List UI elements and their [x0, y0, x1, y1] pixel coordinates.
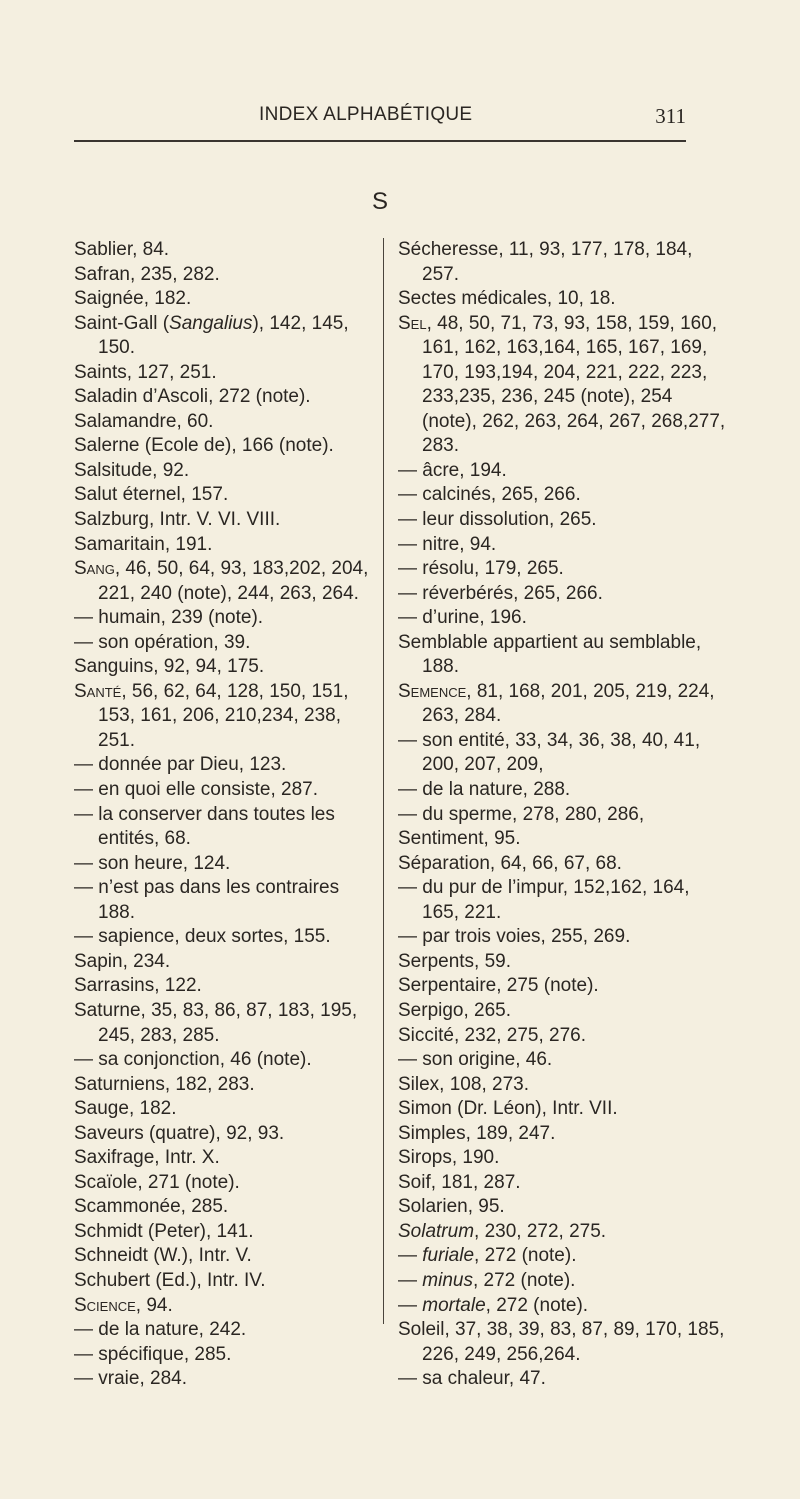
index-entry — [74, 655, 370, 680]
entry-text: — son opération, 39. — [74, 631, 251, 653]
entry-text: Serpents, 59. — [398, 950, 512, 972]
entry-text: — son entité, 33, 34, 36, 38, 40, 41, 200, 207, 209, — [398, 729, 701, 776]
page-number: 311 — [655, 104, 686, 128]
index-entry — [398, 876, 726, 925]
index-entry — [398, 950, 726, 975]
entry-text: Sang — [74, 558, 115, 580]
index-column-right — [398, 238, 726, 1392]
index-entry — [398, 533, 726, 558]
entry-text: Saignée, 182. — [74, 288, 192, 310]
index-entry — [74, 1244, 370, 1269]
index-entry — [74, 312, 370, 361]
index-entry — [74, 753, 370, 778]
entry-text: Salerne (Ecole de), 166 (note). — [74, 435, 334, 457]
index-entry — [74, 974, 370, 999]
entry-text: Soif, 181, 287. — [398, 1171, 521, 1193]
index-entry — [74, 606, 370, 631]
index-entry — [398, 1318, 726, 1367]
index-entry — [74, 1073, 370, 1098]
index-entry — [74, 925, 370, 950]
entry-text: , 94. — [135, 1294, 173, 1316]
entry-text: — calcinés, 265, 266. — [398, 484, 581, 506]
page-header — [74, 104, 686, 144]
entry-text: Serpentaire, 275 (note). — [398, 975, 599, 997]
entry-text: — — [398, 1245, 423, 1267]
entry-text: — — [398, 1269, 423, 1291]
index-entry — [74, 287, 370, 312]
entry-text: , 81, 168, 201, 205, 219, 224, 263, 284. — [422, 680, 715, 727]
index-entry — [398, 729, 726, 778]
entry-text: , 46, 50, 64, 93, 183,202, 204, 221, 240 (note), 244, 263, 264. — [98, 558, 369, 604]
index-column-left — [74, 238, 370, 1392]
entry-text: — de la nature, 288. — [398, 779, 571, 801]
entry-text: Sanguins, 92, 94, 175. — [74, 656, 265, 678]
index-entry — [398, 778, 726, 803]
index-entry — [74, 238, 370, 263]
entry-text: — son origine, 46. — [398, 1049, 553, 1071]
entry-text: Silex, 108, 273. — [398, 1073, 529, 1095]
entry-text: , 272 (note). — [485, 1294, 589, 1316]
index-entry — [398, 483, 726, 508]
entry-text: — son heure, 124. — [74, 852, 231, 874]
index-entry — [74, 852, 370, 877]
index-entry — [74, 533, 370, 558]
entry-text: Siccité, 232, 275, 276. — [398, 1024, 587, 1046]
section-letter: S — [371, 188, 388, 215]
index-entry — [398, 1122, 726, 1147]
entry-text: — la conserver dans toutes les entités, 68. — [74, 803, 335, 850]
entry-text: — résolu, 179, 265. — [398, 558, 564, 580]
index-entry — [398, 1048, 726, 1073]
index-entry — [398, 557, 726, 582]
index-entry — [398, 1294, 726, 1319]
index-entry — [398, 606, 726, 631]
entry-text: Solatrum — [398, 1220, 475, 1242]
entry-text: Saturniens, 182, 283. — [74, 1073, 255, 1095]
entry-text: Serpigo, 265. — [398, 999, 512, 1021]
index-entry — [74, 508, 370, 533]
entry-text: Sapin, 234. — [74, 950, 171, 972]
index-entry — [398, 508, 726, 533]
entry-text: — sapience, deux sortes, 155. — [74, 926, 331, 948]
index-entry — [74, 1048, 370, 1073]
index-entry — [74, 483, 370, 508]
index-entry — [398, 582, 726, 607]
index-entry — [74, 1122, 370, 1147]
entry-text: Saints, 127, 251. — [74, 361, 217, 383]
entry-text: Semblable appartient au semblable, 188. — [398, 631, 702, 678]
index-entry — [74, 876, 370, 925]
entry-text: — leur dissolution, 265. — [398, 509, 597, 531]
entry-text: — de la nature, 242. — [74, 1319, 247, 1341]
entry-text: Saveurs (quatre), 92, 93. — [74, 1122, 285, 1144]
entry-text: Sectes médicales, 10, 18. — [398, 288, 616, 310]
index-entry — [74, 1171, 370, 1196]
index-entry — [74, 459, 370, 484]
entry-text: , 272 (note). — [474, 1245, 577, 1267]
entry-text: Safran, 235, 282. — [74, 263, 220, 285]
index-entry — [398, 852, 726, 877]
entry-text: , 230, 272, 275. — [474, 1220, 607, 1242]
entry-text: Salamandre, 60. — [74, 410, 214, 432]
entry-text: Sauge, 182. — [74, 1098, 177, 1120]
entry-text: — du pur de l’impur, 152,162, 164, 165, 221. — [398, 877, 690, 923]
index-entry — [398, 925, 726, 950]
entry-text: Simon (Dr. Léon), Intr. VII. — [398, 1098, 618, 1120]
index-entry — [74, 680, 370, 754]
index-entry — [74, 778, 370, 803]
entry-text: — donnée par Dieu, 123. — [74, 754, 287, 776]
index-entry — [398, 1024, 726, 1049]
entry-text: Sirops, 190. — [398, 1147, 500, 1169]
entry-text: , 56, 62, 64, 128, 150, 151, 153, 161, 206, 210,234, 238, 251. — [98, 680, 349, 751]
index-entry — [74, 950, 370, 975]
index-entry — [398, 1195, 726, 1220]
index-entry — [74, 263, 370, 288]
index-entry — [74, 1343, 370, 1368]
entry-text: — — [398, 1294, 423, 1316]
entry-text: Scammonée, 285. — [74, 1196, 229, 1218]
entry-text: mortale — [422, 1294, 486, 1316]
entry-text: Salsitude, 92. — [74, 459, 190, 481]
column-divider — [383, 238, 384, 1324]
index-entry — [398, 1220, 726, 1245]
entry-text: — âcre, 194. — [398, 459, 507, 481]
entry-text: Santé — [74, 680, 122, 702]
entry-text: furiale — [422, 1245, 475, 1267]
entry-text: Sablier, 84. — [74, 239, 170, 260]
entry-text: Schmidt (Peter), 141. — [74, 1220, 254, 1242]
entry-text: Salut éternel, 157. — [74, 484, 229, 506]
index-entry — [74, 1269, 370, 1294]
entry-text: — spécifique, 285. — [74, 1343, 232, 1365]
index-entry — [398, 1269, 726, 1294]
entry-text: — humain, 239 (note). — [74, 607, 264, 629]
entry-text: — sa chaleur, 47. — [398, 1368, 546, 1390]
index-entry — [398, 1097, 726, 1122]
index-entry — [74, 999, 370, 1048]
entry-text: Saxifrage, Intr. X. — [74, 1147, 220, 1169]
index-entry — [74, 410, 370, 435]
index-entry — [398, 1244, 726, 1269]
entry-text: Sécheresse, 11, 93, 177, 178, 184, 257. — [398, 239, 693, 285]
index-entry — [398, 803, 726, 828]
index-entry — [74, 631, 370, 656]
index-entry — [74, 803, 370, 852]
entry-text: — du sperme, 278, 280, 286, — [398, 803, 645, 825]
index-entry — [398, 1146, 726, 1171]
index-entry — [398, 459, 726, 484]
entry-text: , 272 (note). — [472, 1269, 576, 1291]
index-entry — [74, 434, 370, 459]
index-entry — [74, 1097, 370, 1122]
index-entry — [398, 1367, 726, 1392]
index-entry — [74, 1220, 370, 1245]
entry-text: Simples, 189, 247. — [398, 1122, 556, 1144]
index-entry — [74, 1318, 370, 1343]
index-entry — [74, 1146, 370, 1171]
index-entry — [74, 1367, 370, 1392]
index-entry — [398, 1073, 726, 1098]
entry-text: Sentiment, 95. — [398, 828, 521, 850]
index-entry — [398, 631, 726, 680]
entry-text: — sa conjonction, 46 (note). — [74, 1049, 312, 1071]
index-entry — [398, 827, 726, 852]
entry-text: Saladin d’Ascoli, 272 (note). — [74, 386, 311, 408]
entry-text: minus — [422, 1269, 473, 1291]
entry-text: Sangalius — [169, 312, 253, 334]
index-entry — [74, 361, 370, 386]
index-entry — [398, 287, 726, 312]
entry-text: Schneidt (W.), Intr. V. — [74, 1245, 252, 1267]
index-entry — [398, 999, 726, 1024]
index-entry — [398, 312, 726, 459]
running-head: INDEX ALPHABÉTIQUE — [259, 104, 473, 125]
entry-text: — n’est pas dans les contraires 188. — [74, 877, 340, 923]
entry-text: Sel — [398, 312, 427, 334]
entry-text: — nitre, 94. — [398, 533, 497, 555]
index-entry — [74, 1195, 370, 1220]
entry-text: Séparation, 64, 66, 67, 68. — [398, 852, 622, 874]
index-entry — [398, 238, 726, 287]
index-entry — [74, 557, 370, 606]
index-entry — [74, 385, 370, 410]
entry-text: Solarien, 95. — [398, 1196, 505, 1218]
index-entry — [398, 680, 726, 729]
index-entry — [74, 1294, 370, 1319]
entry-text: Samaritain, 191. — [74, 533, 213, 555]
entry-text: Schubert (Ed.), Intr. IV. — [74, 1269, 266, 1291]
entry-text: Semence — [398, 680, 467, 702]
index-entry — [398, 1171, 726, 1196]
entry-text: Saturne, 35, 83, 86, 87, 183, 195, 245, 283, 285. — [74, 999, 358, 1046]
entry-text: Science — [74, 1294, 136, 1316]
entry-text: — en quoi elle consiste, 287. — [74, 779, 318, 801]
entry-text: — réverbérés, 265, 266. — [398, 582, 603, 604]
entry-text: Sarrasins, 122. — [74, 975, 202, 997]
entry-text: Salzburg, Intr. V. VI. VIII. — [74, 509, 281, 531]
entry-text: — d’urine, 196. — [398, 607, 527, 629]
entry-text: Scaïole, 271 (note). — [74, 1171, 240, 1193]
entry-text: — par trois voies, 255, 269. — [398, 926, 631, 948]
entry-text: — vraie, 284. — [74, 1368, 187, 1390]
entry-text: Saint-Gall ( — [74, 312, 170, 334]
header-rule — [74, 140, 686, 142]
entry-text: Soleil, 37, 38, 39, 83, 87, 89, 170, 185, 226, 249, 256,264. — [398, 1319, 725, 1365]
entry-text: , 48, 50, 71, 73, 93, 158, 159, 160, 161, 162, 163,164, 165, 167, 169, 170, 193,194, 204, 221, 222, 223, 233,235, 236, 245 (note), 254 (note), 262, 263, 264, 267, 268,277, 283. — [422, 312, 726, 457]
index-entry — [398, 974, 726, 999]
entry-text: ), 142, 145, 150. — [98, 312, 349, 359]
